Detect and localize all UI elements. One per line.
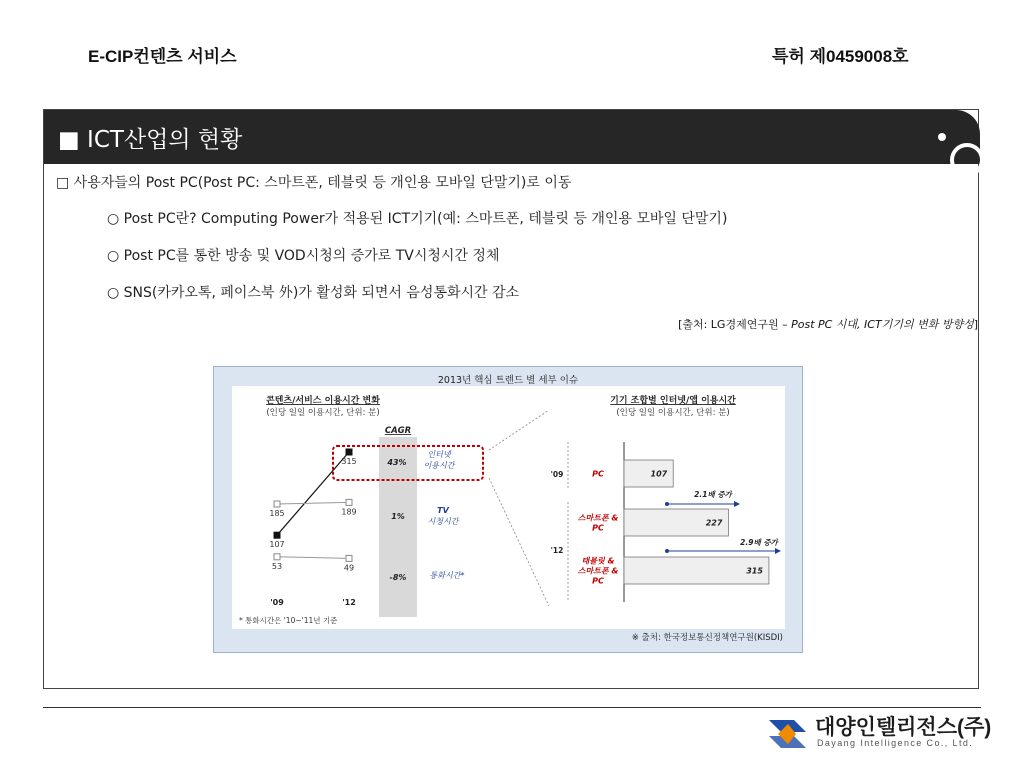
right-year-09: '09 xyxy=(550,470,564,479)
series-label-tv-line2: 시청시간 xyxy=(427,517,459,526)
source-title: Post PC 시대, ICT기기의 변화 방향성 xyxy=(791,318,974,331)
growth-annotation-1: 2.1배 증가 xyxy=(694,490,732,499)
point-call-0 xyxy=(274,554,280,560)
header-patent-label: 특허 제0459008호 xyxy=(772,47,909,66)
value-label-call-1: 49 xyxy=(343,563,355,573)
cagr-call: -8% xyxy=(389,573,407,582)
series-line-call xyxy=(277,557,349,559)
series-line-tv xyxy=(277,502,349,504)
series-label-internet-line1: 인터넷 xyxy=(427,450,451,459)
point-internet-0 xyxy=(274,532,280,538)
bar-label-2-1: 스마트폰 & xyxy=(577,566,619,576)
sub-bullet-3: ○ SNS(카카오톡, 페이스북 外)가 활성화 되면서 음성통화시간 감소 xyxy=(107,285,520,301)
right-year-12: '12 xyxy=(550,546,564,555)
growth-arrow-2-start xyxy=(665,549,669,553)
series-label-call: 통화시간* xyxy=(429,571,465,580)
series-label-tv-line1: TV xyxy=(437,506,449,515)
right-chart-subtitle: (인당 일일 이용시간, 단위: 분) xyxy=(616,408,730,418)
left-line-chart xyxy=(269,449,356,572)
bar-label-2-2: PC xyxy=(592,576,604,586)
source-citation xyxy=(678,316,978,332)
point-internet-1 xyxy=(346,449,352,455)
x-tick-09: '09 xyxy=(270,598,284,607)
decorative-dot-icon xyxy=(938,133,946,141)
section-title: ■ ICT산업의 현황 xyxy=(58,127,243,153)
bar-label-1-0: 스마트폰 & xyxy=(577,513,619,523)
growth-arrow-2-head xyxy=(775,548,781,554)
bar-label-0-0: PC xyxy=(592,469,604,479)
header-service-label: E-CIP컨텐츠 서비스 xyxy=(88,47,237,66)
cagr-header: CAGR xyxy=(384,426,412,436)
point-call-1 xyxy=(346,555,352,561)
value-label-call-0: 53 xyxy=(271,561,283,571)
bar-value-0: 107 xyxy=(650,469,668,479)
source-suffix: ] xyxy=(973,318,978,331)
bar-value-1: 227 xyxy=(705,518,723,528)
trend-figure xyxy=(213,366,803,653)
right-bar-chart xyxy=(578,460,769,586)
zoom-guide-bottom xyxy=(489,478,549,606)
main-bullet: □ 사용자들의 Post PC(Post PC: 스마트폰, 테블릿 등 개인용 모바일 단말기)로 이동 xyxy=(56,175,572,191)
decorative-ring-icon xyxy=(950,143,984,177)
bar-value-2: 315 xyxy=(746,566,763,576)
value-label-tv-1: 189 xyxy=(341,507,357,517)
value-label-tv-0: 185 xyxy=(269,509,285,518)
value-label-internet-1: 315 xyxy=(341,457,357,466)
value-label-internet-0: 107 xyxy=(269,540,285,550)
bar-label-2-0: 태블릿 & xyxy=(581,556,615,566)
point-tv-0 xyxy=(274,501,280,507)
sub-bullet-1: ○ Post PC란? Computing Power가 적용된 ICT기기(예: 스마트폰, 테블릿 등 개인용 모바일 단말기) xyxy=(107,211,728,227)
cagr-internet: 43% xyxy=(387,458,407,467)
figure-source: ※ 출처: 한국정보통신정책연구원(KISDI) xyxy=(631,633,783,643)
left-chart-subtitle: (인당 일일 이용시간, 단위: 분) xyxy=(266,408,380,418)
sub-bullet-2: ○ Post PC를 통한 방송 및 VOD시청의 증가로 TV시청시간 정체 xyxy=(107,248,500,264)
series-line-internet xyxy=(277,452,349,535)
point-tv-1 xyxy=(346,499,352,505)
company-name-en: Dayang Intelligence Co., Ltd. xyxy=(817,738,974,748)
x-tick-12: '12 xyxy=(342,598,356,607)
zoom-guide-top xyxy=(489,410,549,450)
series-label-internet-line2: 이용시간 xyxy=(423,461,455,470)
growth-annotation-2: 2.9배 증가 xyxy=(740,538,778,547)
source-prefix: [출처: LG경제연구원 – xyxy=(678,318,792,331)
right-chart-title: 기기 조합별 인터넷/앱 이용시간 xyxy=(610,396,736,406)
footer-divider xyxy=(43,707,981,708)
cagr-tv: 1% xyxy=(391,512,405,521)
growth-arrow-1-start xyxy=(665,502,669,506)
bar-label-1-1: PC xyxy=(592,523,604,533)
growth-arrow-1-head xyxy=(734,501,740,507)
company-logo-icon xyxy=(766,712,810,756)
company-name: 대양인텔리전스(주) xyxy=(815,716,992,739)
left-chart-title: 콘텐츠/서비스 이용시간 변화 xyxy=(266,396,380,406)
left-chart-footnote: * 통화시간은 '10~'11년 기준 xyxy=(239,616,338,625)
figure-title: 2013년 핵심 트렌드 별 세부 이슈 xyxy=(437,375,579,386)
